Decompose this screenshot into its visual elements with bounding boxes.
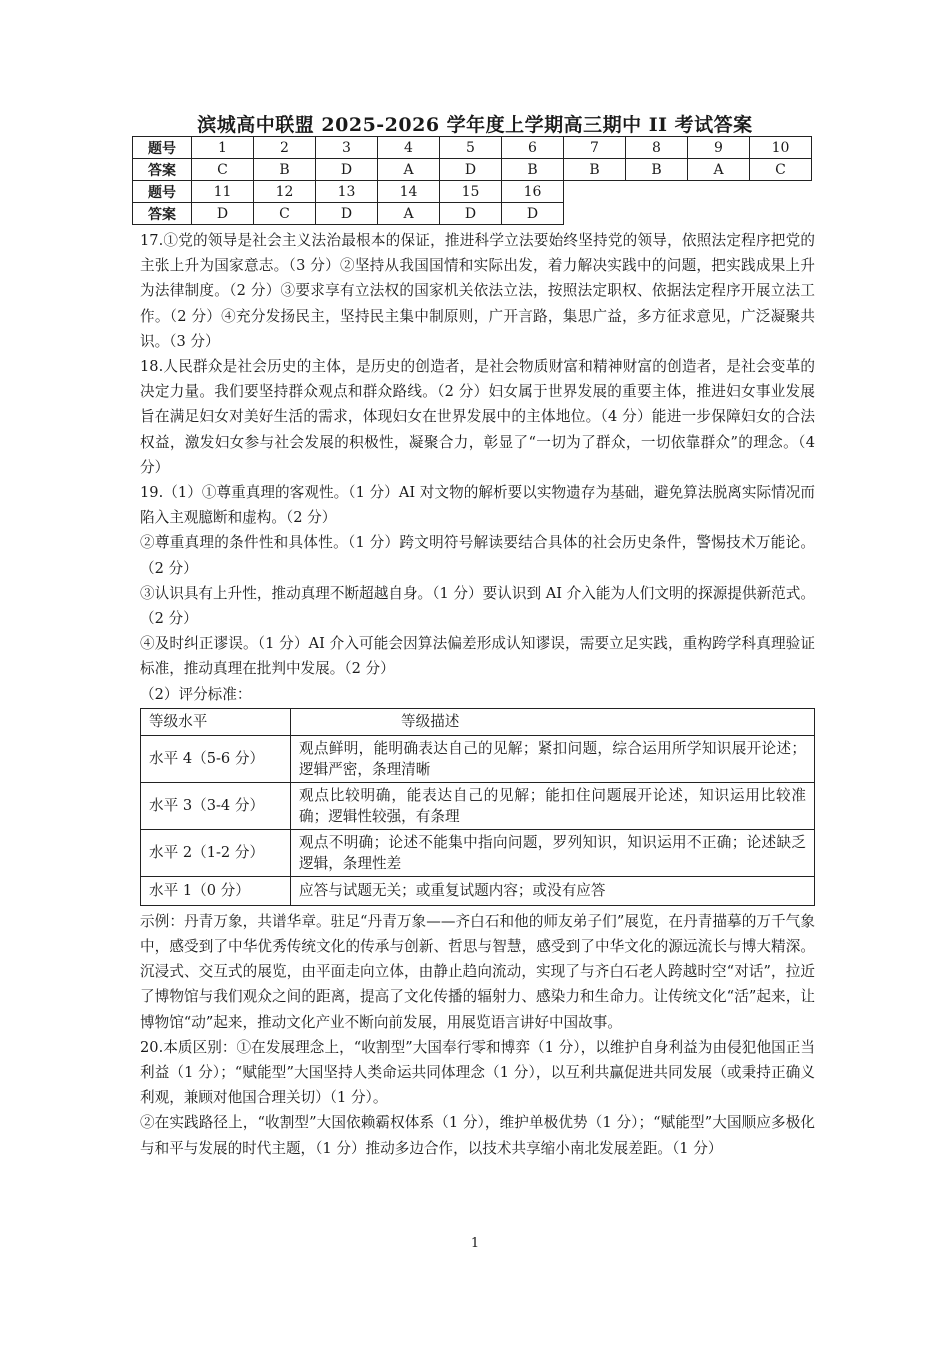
question-number-cell: 14	[378, 181, 440, 203]
question-number-cell: 3	[316, 137, 378, 159]
question-18-answer: 18.人民群众是社会历史的主体，是历史的创造者，是社会物质财富和精神财富的创造者，是社会变革的决定力量。我们要坚持群众观点和群众路线。（2 分）妇女属于世界发展的重要主体，推进妇女事业发展旨在满足妇女对美好生活的需求，体现妇女在世界发展中的主体地位。（4 分）能进一步保障妇女的合法权益，激发妇女参与社会发展的积极性，凝聚合力，彰显了“一切为了群众，一切依靠群众”的理念。（4 分）	[140, 358, 815, 476]
grading-row	[141, 782, 815, 829]
question-number-cell: 15	[440, 181, 502, 203]
question-19-part1-point3: ③认识具有上升性，推动真理不断超越自身。（1 分）要认识到 AI 介入能为人们文明的探源提供新范式。（2 分）	[140, 584, 815, 628]
answer-cell: C	[254, 203, 316, 225]
question-17-answer: 17.①党的领导是社会主义法治最根本的保证，推进科学立法要始终坚持党的领导，依照法定程序把党的主张上升为国家意志。（3 分）②坚持从我国国情和实际出发，着力解决实践中的问题，把实践成果上升为法律制度。（2 分）③要求享有立法权的国家机关依法立法，按照法定职权、依据法定程序开展立法工作。（2 分）④充分发扬民主，坚持民主集中制原则，广开言路，集思广益，多方征求意见，广泛凝聚共识。（3 分）	[140, 232, 815, 350]
answer-row-numbers-1	[133, 137, 812, 159]
grading-row	[141, 735, 815, 782]
answer-key-table	[132, 136, 812, 225]
answer-body	[140, 228, 815, 1161]
grading-level: 水平 4（5-6 分）	[141, 735, 291, 782]
answer-cell: B	[626, 159, 688, 181]
question-number-cell: 12	[254, 181, 316, 203]
question-19-example-answer: 示例：丹青万象，共谱华章。驻足“丹青万象——齐白石和他的师友弟子们”展览，在丹青描摹的万千气象中，感受到了中华优秀传统文化的传承与创新、哲思与智慧，感受到了中华文化的源远流长与博大精深。沉浸式、交互式的展览，由平面走向立体，由静止趋向流动，实现了与齐白石老人跨越时空“对话”，拉近了博物馆与我们观众之间的距离，提高了文化传播的辐射力、感染力和生命力。让传统文化“活”起来，让博物馆“动”起来，推动文化产业不断向前发展，用展览语言讲好中国故事。	[140, 912, 815, 1031]
question-number-cell: 7	[564, 137, 626, 159]
grading-description: 观点不明确；论述不能集中指向问题，罗列知识，知识运用不正确；论述缺乏逻辑，条理性差	[291, 829, 815, 876]
answer-row-answers-1	[133, 159, 812, 181]
answer-label: 答案	[133, 203, 192, 225]
answer-cell: B	[502, 159, 564, 181]
question-19-part2-heading: （2）评分标准：	[140, 685, 252, 703]
page-title: 滨城高中联盟 2025-2026 学年度上学期高三期中 II 考试答案	[197, 114, 753, 136]
grading-level: 水平 2（1-2 分）	[141, 829, 291, 876]
answer-label: 答案	[133, 159, 192, 181]
answer-cell: D	[316, 203, 378, 225]
answer-cell: A	[688, 159, 750, 181]
grading-row	[141, 829, 815, 876]
table-blank-area	[564, 181, 812, 203]
answer-cell: B	[254, 159, 316, 181]
answer-cell: D	[316, 159, 378, 181]
grading-level: 水平 1（0 分）	[141, 876, 291, 905]
answer-cell: A	[378, 159, 440, 181]
question-19-part1-point2: ②尊重真理的条件性和具体性。（1 分）跨文明符号解读要结合具体的社会历史条件，警惕技术万能论。（2 分）	[140, 534, 815, 577]
question-number-cell: 10	[750, 137, 812, 159]
question-19-part1-point1: 19.（1）①尊重真理的客观性。（1 分）AI 对文物的解析要以实物遗存为基础，避免算法脱离实际情况而陷入主观臆断和虚构。（2 分）	[140, 484, 815, 527]
question-number-cell: 16	[502, 181, 564, 203]
grading-table-header	[141, 708, 815, 735]
question-20-point1: 20.本质区别：①在发展理念上，“收割型”大国奉行零和博弈（1 分），以维护自身利益为由侵犯他国正当利益（1 分）；“赋能型”大国坚持人类命运共同体理念（1 分），以互利共赢促进共同发展（或秉持正确义利观，兼顾对他国合理关切）（1 分）。	[140, 1038, 815, 1107]
grading-standard-table	[140, 708, 815, 906]
question-number-cell: 5	[440, 137, 502, 159]
level-header: 等级水平	[141, 708, 291, 735]
question-number-cell: 13	[316, 181, 378, 203]
question-number-label: 题号	[133, 137, 192, 159]
question-number-cell: 11	[192, 181, 254, 203]
description-header: 等级描述	[291, 708, 815, 735]
question-number-cell: 6	[502, 137, 564, 159]
question-number-cell: 9	[688, 137, 750, 159]
answer-cell: D	[440, 159, 502, 181]
answer-cell: C	[192, 159, 254, 181]
answer-cell: D	[192, 203, 254, 225]
grading-description: 应答与试题无关；或重复试题内容；或没有应答	[291, 876, 815, 905]
answer-cell: A	[378, 203, 440, 225]
grading-row	[141, 876, 815, 905]
grading-description: 观点鲜明，能明确表达自己的见解；紧扣问题，综合运用所学知识展开论述；逻辑严密，条理清晰	[291, 735, 815, 782]
table-blank-area	[564, 203, 812, 225]
answer-row-numbers-2	[133, 181, 812, 203]
question-number-cell: 2	[254, 137, 316, 159]
answer-cell: D	[502, 203, 564, 225]
answer-cell: B	[564, 159, 626, 181]
page-number: 1	[470, 1236, 480, 1251]
question-number-cell: 4	[378, 137, 440, 159]
answer-row-answers-2	[133, 203, 812, 225]
question-number-cell: 1	[192, 137, 254, 159]
grading-level: 水平 3（3-4 分）	[141, 782, 291, 829]
question-20-point2: ②在实践路径上，“收割型”大国依赖霸权体系（1 分），维护单极优势（1 分）；“赋能型”大国顺应多极化与和平与发展的时代主题，（1 分）推动多边合作，以技术共享缩小南北发展差距。（1 分）	[140, 1114, 815, 1157]
question-number-label: 题号	[133, 181, 192, 203]
question-number-cell: 8	[626, 137, 688, 159]
answer-cell: C	[750, 159, 812, 181]
grading-description: 观点比较明确，能表达自己的见解；能扣住问题展开论述，知识运用比较准确；逻辑性较强，有条理	[291, 782, 815, 829]
answer-cell: D	[440, 203, 502, 225]
question-19-part1-point4: ④及时纠正谬误。（1 分）AI 介入可能会因算法偏差形成认知谬误，需要立足实践，重构跨学科真理验证标准，推动真理在批判中发展。（2 分）	[140, 635, 815, 678]
